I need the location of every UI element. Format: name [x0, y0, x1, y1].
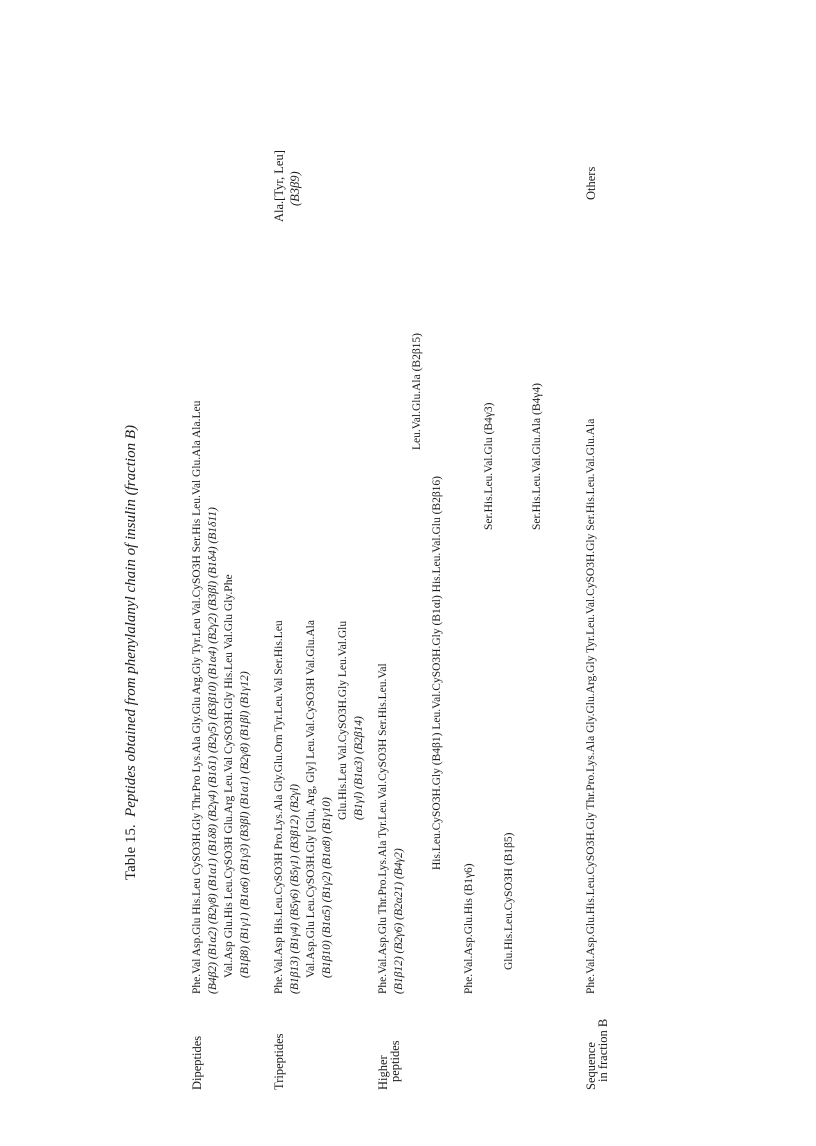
higher-line-7: Glu.His.Leu.CySO3H (B1β5) — [503, 832, 515, 970]
dipeptides-extra: Ala.[Tyr, Leu] — [272, 150, 286, 222]
tripeptides-line-2: (B1β13) (B1γ4) (B5γ6) (B5γ1) (B3β12) (B2γl) — [289, 783, 301, 994]
row-label-tripeptides: Tripeptides — [272, 1033, 286, 1090]
higher-line-8: Ser.His.Leu.Val.Glu.Ala (B4γ4) — [531, 383, 543, 530]
higher-line-4: His.Leu.CySO3H.Gly (B4β1) Leu.Val.CySO3H.Gly (B1αl) His.Leu.Val.Glu (B2β16) — [431, 475, 443, 870]
dipeptides-line-3: Val.Asp Glu.His Leu.CySO3H Glu.Arg Leu.Val CySO3H.Gly His.Leu Val.Glu Gly.Phe — [223, 574, 235, 978]
sequence-others: Others — [584, 166, 598, 200]
dipeptides-extra-ref: (B3β9) — [288, 171, 302, 206]
row-label-higher: Higher — [376, 1055, 390, 1090]
tripeptides-line-5: Glu.His.Leu Val.CySO3H.Gly Leu.Val.Glu — [337, 620, 349, 820]
row-label-in-fraction: in fraction B — [596, 1018, 610, 1082]
tripeptides-line-6: (B1γl) (B1α3) (B2β14) — [353, 716, 365, 820]
higher-line-1: Phe.Val.Asp.Glu Thr.Pro.Lys.Ala Tyr.Leu.Val.CySO3H Ser.His.Leu.Val — [377, 663, 389, 994]
table-title: Table 15. Peptides obtained from phenylalanyl chain of insulin (fraction B) — [123, 425, 139, 880]
higher-line-5: Phe.Val.Asp.Glu.His (B1γ6) — [463, 863, 475, 994]
higher-line-3: Leu.Val.Glu.Ala (B2β15) — [411, 333, 423, 450]
row-label-sequence: Sequence — [584, 1042, 598, 1090]
tripeptides-line-1: Phe.Val.Asp His.Leu.CySO3H Pro.Lys.Ala Gly.Glu.Orn Tyr.Leu.Val Ser.His.Leu — [273, 620, 285, 994]
row-label-dipeptides: Dipeptides — [190, 1035, 204, 1090]
tripeptides-line-3: Val.Asp.Glu Leu.CySO3H.Gly [Glu, Arg, Gly] Leu.Val.CySO3H Val.Glu.Ala — [305, 620, 317, 978]
higher-line-2: (B1β12) (B2γ6) (B2α21) (B4γ2) — [393, 848, 405, 994]
tripeptides-line-4: (B1β10) (B1α5) (B1γ2) (B1α8) (B1γ10) — [321, 797, 333, 978]
dipeptides-line-2: (B4β2) (B1α2) (B2γ8) (B1α1) (B1δ8) (B2γ4) (B1δ1) (B2γ5) (B3β10) (B1α4) (B2γ2) (B3βl) (B1δ4) (B1δ11) — [207, 507, 219, 994]
dipeptides-line-4: (B1β8) (B1γ1) (B1α6) (B1γ3) (B3βl) (B1α1) (B2γ8) (B1βl) (B1γ12) — [239, 671, 251, 978]
rotated-table-page — [100, 90, 640, 1090]
row-label-peptides: peptides — [388, 1040, 402, 1082]
higher-line-6: Ser.His.Leu.Val.Glu (B4γ3) — [483, 402, 495, 530]
sequence-text: Phe.Val.Asp.Glu.His.Leu.CySO3H.Gly Thr.Pro.Lys.Ala Gly.Glu.Arg.Gly Tyr.Leu.Val.CySO3H.Gly Ser.His.Leu.Val.Glu.Ala — [585, 418, 597, 994]
dipeptides-line-1: Phe.Val Asp.Glu His.Leu CySO3H.Gly Thr.Pro Lys.Ala Gly.Glu Arg.Gly Tyr.Leu Val.CySO3H Ser.His Leu.Val Glu.Ala Ala.Leu — [191, 400, 203, 994]
